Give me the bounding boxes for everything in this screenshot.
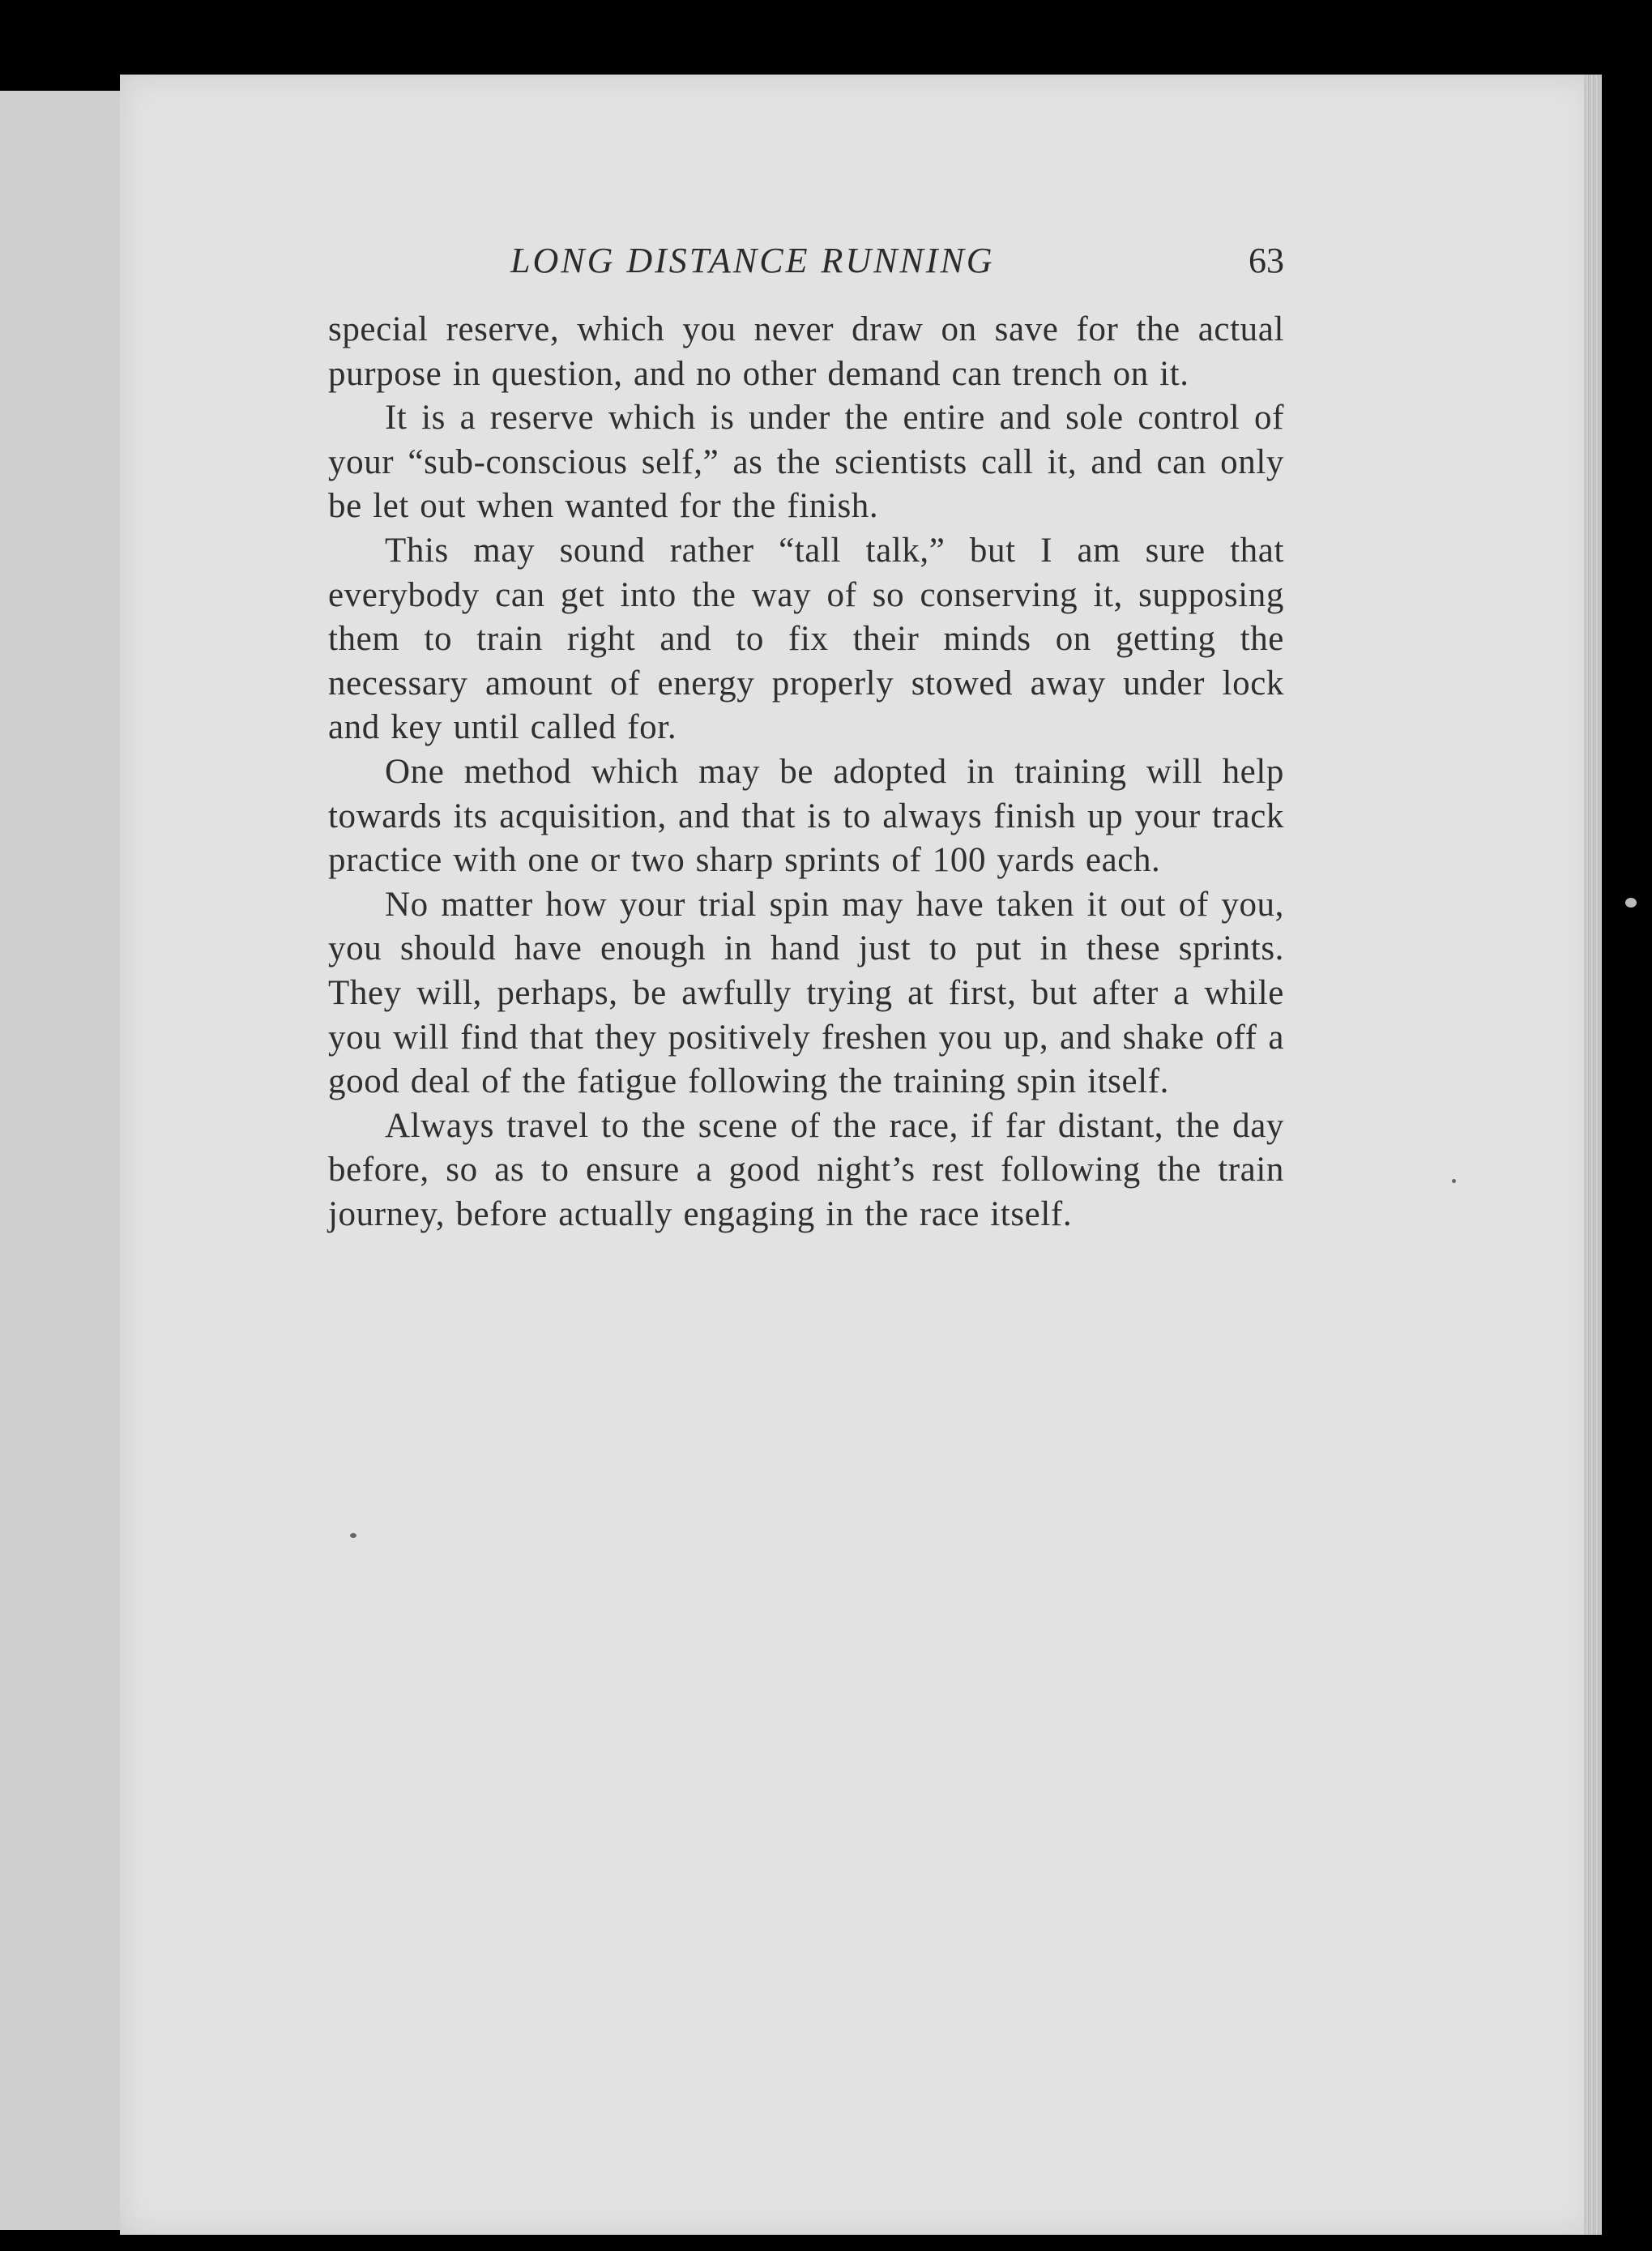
paragraph: special reserve, which you never draw on save for the actual purpose in question, and no other demand can trench on it. <box>328 310 1284 393</box>
paragraph: Always travel to the scene of the race, if far distant, the day before, so as to ensure a good night’s rest following the train journey, before actually engaging in the race itself. <box>328 1106 1284 1233</box>
paragraph: One method which may be adopted in training will help towards its acquisition, and that is to always finish up your track practice with one or two sharp sprints of 100 yards each. <box>328 752 1284 880</box>
body-text <box>328 308 1284 1237</box>
scan-speck <box>350 1533 356 1538</box>
paragraph: No matter how your trial spin may have taken it out of you, you should have enough in hand just to put in these sprints. They will, perhaps, be awfully trying at first, but after a while you will find that they positively freshen you up, and shake off a good deal of the fatigue following the training spin itself. <box>328 885 1284 1101</box>
paragraph: This may sound rather “tall talk,” but I am sure that everybody can get into the way of so conserving it, supposing them to train right and to fix their minds on getting the necessary amount of energy properly stowed away under lock and key until called for. <box>328 531 1284 747</box>
scan-speck <box>1452 1179 1456 1183</box>
scan-speck <box>1625 898 1637 908</box>
running-head <box>328 240 1284 288</box>
paragraph: It is a reserve which is under the entire and sole control of your “sub-conscious self,” as the scientists call it, and can only be let out when wanted for the finish. <box>328 399 1284 526</box>
page-stack-edge <box>1584 75 1602 2235</box>
running-title: LONG DISTANCE RUNNING <box>510 241 995 280</box>
page-number: 63 <box>1249 241 1284 280</box>
facing-page-edge <box>0 91 124 2230</box>
